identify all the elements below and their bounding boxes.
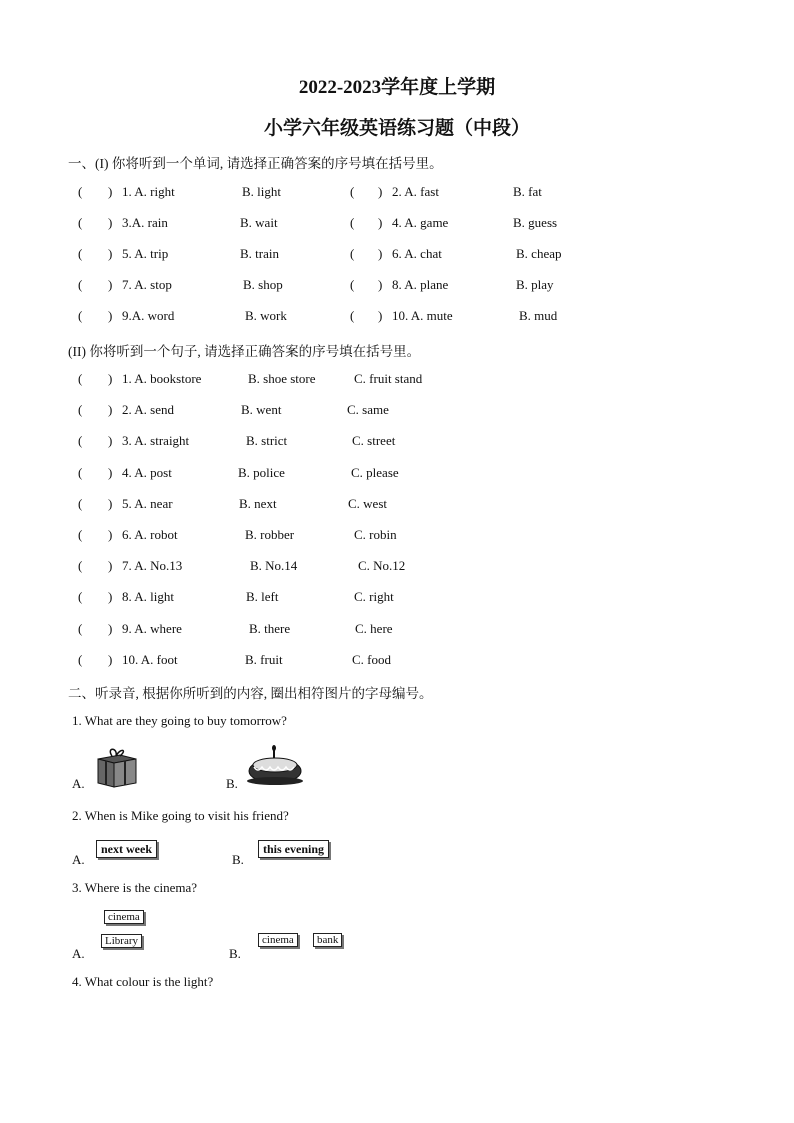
page-subtitle: 小学六年级英语练习题（中段） [263, 118, 530, 139]
option-text: 2. A. send [122, 402, 174, 418]
option-text: B. mud [519, 308, 558, 323]
option-text: 3. A. straight [122, 433, 190, 449]
part1-heading: 一、(I) 你将听到一个单词, 请选择正确答案的序号填在括号里。 [68, 156, 443, 171]
option-text: B. police [238, 464, 285, 480]
option-text: B. there [249, 620, 291, 636]
option-b-label: B. [232, 852, 244, 867]
option-text: 10. A. mute [392, 308, 453, 323]
bank-sign: bank [313, 933, 342, 947]
answer-bracket: ( [78, 464, 83, 480]
answer-bracket: ) [108, 184, 113, 199]
part3-heading: 二、听录音, 根据你所听到的内容, 圈出相符图片的字母编号。 [68, 686, 433, 701]
option-text: B. strict [246, 433, 288, 449]
question-4: 4. What colour is the light? [72, 974, 214, 989]
answer-bracket: ( [350, 215, 355, 230]
option-text: B. No.14 [250, 558, 298, 574]
answer-bracket: ( [78, 620, 83, 636]
option-text: 7. A. No.13 [122, 558, 183, 574]
question-3: 3. Where is the cinema? [72, 880, 198, 895]
option-text: 7. A. stop [122, 277, 172, 292]
part2-row [0, 402, 794, 422]
option-text: C. No.12 [358, 558, 406, 574]
option-text: C. robin [354, 527, 397, 542]
library-sign: Library [101, 934, 142, 948]
part2-heading: (II) 你将听到一个句子, 请选择正确答案的序号填在括号里。 [68, 344, 421, 359]
answer-bracket: ) [108, 495, 113, 511]
answer-bracket: ( [78, 651, 83, 667]
answer-bracket: ) [108, 464, 113, 480]
option-text: C. street [352, 433, 396, 449]
answer-bracket: ) [108, 651, 113, 667]
part2-row [0, 496, 794, 516]
option-text: 4. A. post [122, 464, 172, 480]
part1-row [0, 277, 794, 297]
answer-bracket: ( [350, 277, 355, 292]
option-text: C. west [348, 495, 387, 511]
part2-row [0, 433, 794, 453]
part2-row [0, 465, 794, 485]
gift-box-icon [94, 745, 140, 794]
answer-bracket: ( [78, 308, 83, 323]
option-text: B. cheap [516, 246, 562, 261]
answer-bracket: ( [350, 308, 355, 323]
answer-bracket: ) [108, 620, 113, 636]
option-a-label: A. [72, 946, 85, 961]
answer-bracket: ) [378, 308, 383, 323]
answer-bracket: ( [78, 495, 83, 511]
answer-bracket: ) [108, 433, 113, 449]
next-week-card: next week [96, 840, 157, 858]
answer-bracket: ( [350, 184, 355, 199]
answer-bracket: ( [78, 402, 83, 418]
option-text: C. here [355, 620, 393, 636]
option-text: B. shop [243, 277, 283, 292]
part1-row [0, 246, 794, 266]
option-text: B. wait [240, 215, 278, 230]
birthday-cake-icon [246, 745, 304, 792]
this-evening-card: this evening [258, 840, 329, 858]
option-text: 5. A. trip [122, 246, 169, 261]
option-text: B. left [246, 589, 279, 605]
option-text: B. shoe store [248, 371, 316, 386]
option-text: 8. A. light [122, 589, 175, 605]
page-title: 2022-2023学年度上学期 [298, 77, 496, 98]
answer-bracket: ( [78, 246, 83, 261]
answer-bracket: ) [108, 371, 113, 386]
answer-bracket: ( [78, 184, 83, 199]
answer-bracket: ( [78, 433, 83, 449]
option-text: 8. A. plane [392, 277, 449, 292]
part2-row [0, 558, 794, 578]
part1-row [0, 308, 794, 328]
option-text: 2. A. fast [392, 184, 439, 199]
answer-bracket: ( [78, 277, 83, 292]
answer-bracket: ( [78, 527, 83, 542]
option-text: C. fruit stand [354, 371, 423, 386]
answer-bracket: ) [378, 184, 383, 199]
option-text: B. robber [245, 527, 295, 542]
option-text: C. food [352, 651, 391, 667]
option-a-label: A. [72, 776, 85, 791]
answer-bracket: ) [108, 277, 113, 292]
option-text: B. light [242, 184, 282, 199]
option-text: 1. A. bookstore [122, 371, 202, 386]
option-text: B. fat [513, 184, 542, 199]
option-a-label: A. [72, 852, 85, 867]
part1-row [0, 184, 794, 204]
cinema-sign: cinema [258, 933, 298, 947]
answer-bracket: ( [78, 558, 83, 574]
question-1: 1. What are they going to buy tomorrow? [72, 713, 287, 728]
option-text: B. train [240, 246, 279, 261]
cinema-sign: cinema [104, 910, 144, 924]
answer-bracket: ) [378, 277, 383, 292]
part2-row [0, 589, 794, 609]
answer-bracket: ) [378, 246, 383, 261]
option-text: B. work [245, 308, 287, 323]
part2-row [0, 371, 794, 391]
part2-row [0, 652, 794, 672]
answer-bracket: ) [378, 215, 383, 230]
option-b-label: B. [229, 946, 241, 961]
option-text: C. please [351, 464, 399, 480]
option-text: 3.A. rain [122, 215, 168, 230]
question-2: 2. When is Mike going to visit his friend? [72, 808, 289, 823]
option-text: B. fruit [245, 651, 283, 667]
option-text: 5. A. near [122, 495, 173, 511]
option-text: 1. A. right [122, 184, 175, 199]
answer-bracket: ( [350, 246, 355, 261]
part1-row [0, 215, 794, 235]
option-text: 9. A. where [122, 620, 182, 636]
answer-bracket: ) [108, 589, 113, 605]
option-text: C. right [354, 589, 394, 605]
answer-bracket: ) [108, 558, 113, 574]
answer-bracket: ) [108, 402, 113, 418]
answer-bracket: ( [78, 589, 83, 605]
answer-bracket: ) [108, 246, 113, 261]
part2-row [0, 621, 794, 641]
option-text: 6. A. robot [122, 527, 178, 542]
option-b-label: B. [226, 776, 238, 791]
option-text: 10. A. foot [122, 651, 178, 667]
answer-bracket: ) [108, 308, 113, 323]
option-text: 6. A. chat [392, 246, 442, 261]
option-text: B. went [241, 402, 282, 418]
answer-bracket: ( [78, 215, 83, 230]
answer-bracket: ( [78, 371, 83, 386]
option-text: 9.A. word [122, 308, 175, 323]
option-text: 4. A. game [392, 215, 449, 230]
answer-bracket: ) [108, 215, 113, 230]
answer-bracket: ) [108, 527, 113, 542]
option-text: B. play [516, 277, 554, 292]
option-text: C. same [347, 402, 389, 418]
option-text: B. guess [513, 215, 558, 230]
part2-row [0, 527, 794, 547]
option-text: B. next [239, 495, 277, 511]
